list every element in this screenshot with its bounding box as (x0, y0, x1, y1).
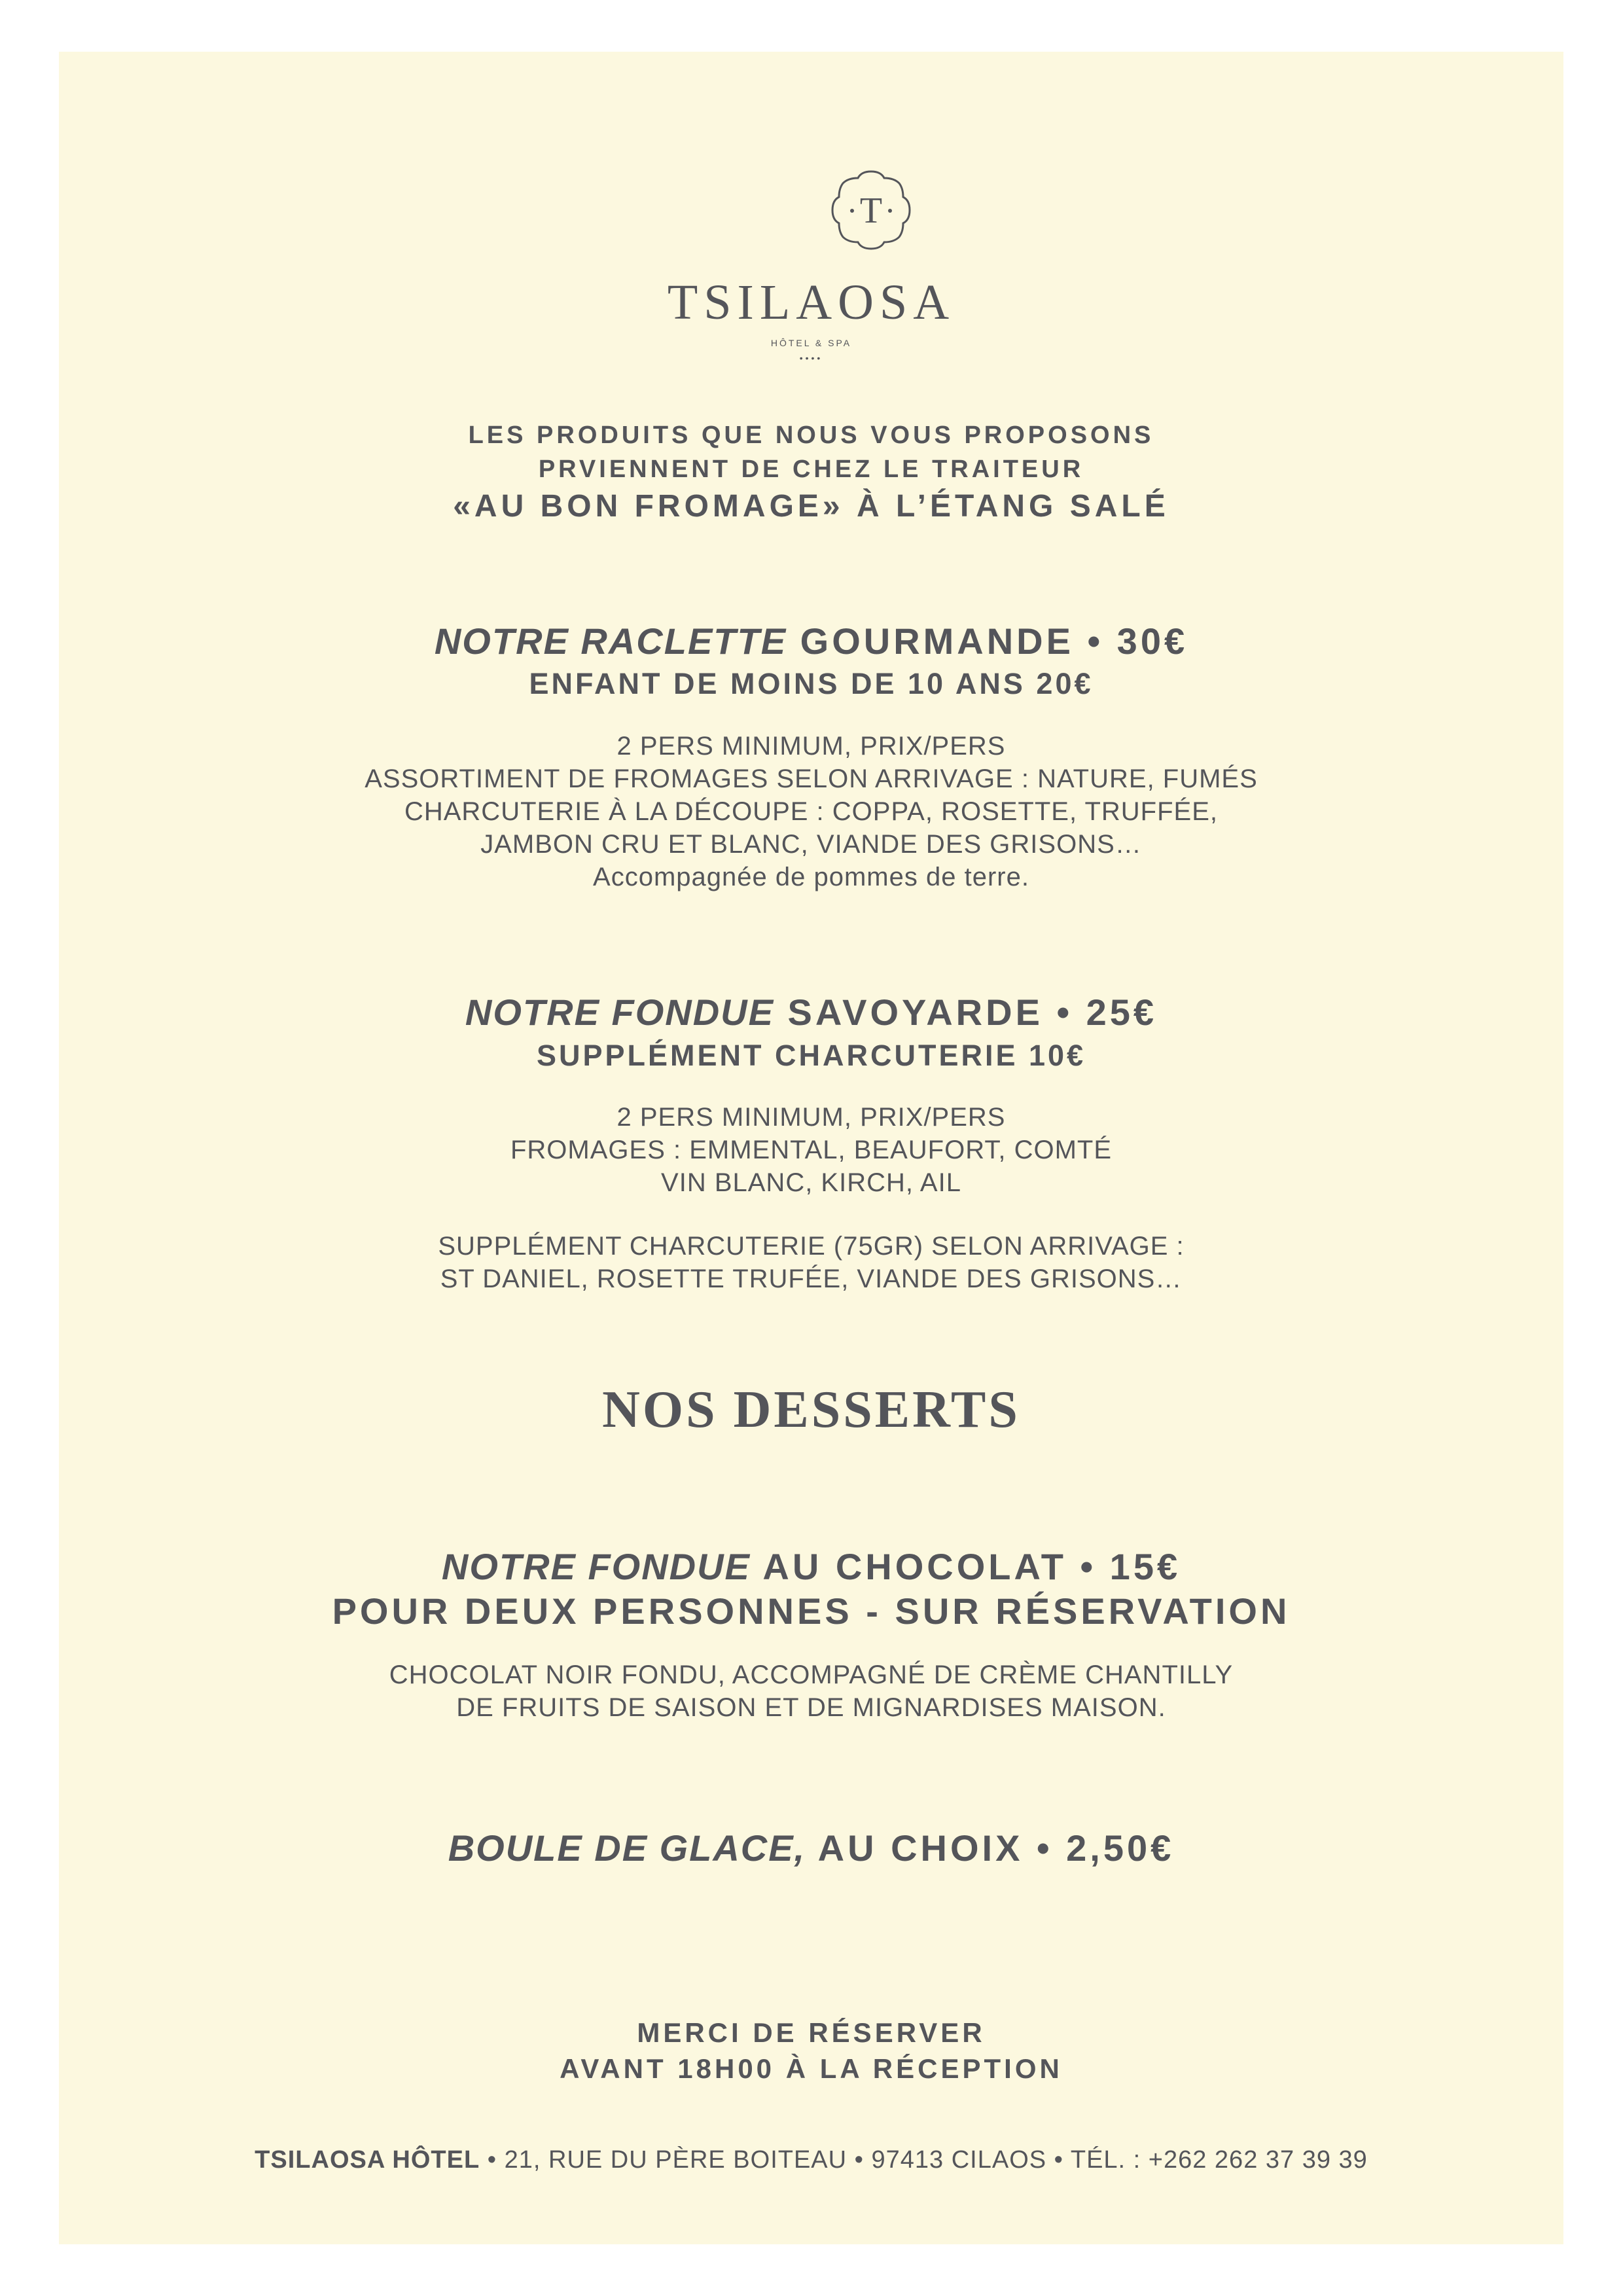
footer-contact (59, 2146, 1563, 2174)
menu-card (59, 52, 1563, 2244)
reservation-line-1: MERCI DE RÉSERVER (637, 2017, 986, 2048)
reservation-line-2: AVANT 18H00 À LA RÉCEPTION (560, 2053, 1063, 2084)
hotel-logo-emblem (829, 168, 914, 253)
raclette-desc-2: ASSORTIMENT DE FROMAGES SELON ARRIVAGE : NATURE, FUMÉS (365, 764, 1258, 793)
chocolat-desc-2: DE FRUITS DE SAISON ET DE MIGNARDISES MAISON. (456, 1693, 1166, 1722)
raclette-subtitle: ENFANT DE MOINS DE 10 ANS 20€ (529, 667, 1094, 700)
raclette-title-italic: NOTRE RACLETTE (434, 620, 787, 662)
hotel-subtitle: HÔTEL & SPA (770, 338, 852, 348)
fondue-desc-1: 2 PERS MINIMUM, PRIX/PERS (616, 1103, 1006, 1132)
fondue-title (59, 991, 1563, 1033)
fondue-desc-3: VIN BLANC, KIRCH, AIL (661, 1168, 961, 1197)
fondue-title-italic: NOTRE FONDUE (465, 992, 774, 1033)
raclette-title (59, 620, 1563, 662)
intro-line-1: LES PRODUITS QUE NOUS VOUS PROPOSONS (468, 422, 1154, 449)
chocolat-subtitle: POUR DEUX PERSONNES - SUR RÉSERVATION (332, 1590, 1291, 1632)
fondue-subtitle: SUPPLÉMENT CHARCUTERIE 10€ (536, 1039, 1086, 1072)
hotel-name: TSILAOSA (667, 275, 955, 330)
fondue-title-rest: SAVOYARDE • 25€ (774, 992, 1158, 1033)
footer-hotel-name: TSILAOSA HÔTEL (255, 2146, 480, 2174)
raclette-desc-4: JAMBON CRU ET BLANC, VIANDE DES GRISONS… (480, 830, 1142, 859)
chocolat-desc-1: CHOCOLAT NOIR FONDU, ACCOMPAGNÉ DE CRÈME CHANTILLY (389, 1660, 1234, 1689)
chocolat-title-italic: NOTRE FONDUE (441, 1546, 751, 1587)
fondue-supplement-2: ST DANIEL, ROSETTE TRUFÉE, VIANDE DES GRISONS… (440, 1265, 1183, 1293)
intro-line-2: PRVIENNENT DE CHEZ LE TRAITEUR (538, 456, 1084, 483)
glace-title-rest: AU CHOIX • 2,50€ (806, 1827, 1175, 1869)
desserts-heading: NOS DESSERTS (602, 1381, 1020, 1439)
fondue-supplement-1: SUPPLÉMENT CHARCUTERIE (75GR) SELON ARRIVAGE : (438, 1232, 1185, 1261)
chocolat-title (59, 1545, 1563, 1588)
raclette-title-rest: GOURMANDE • 30€ (787, 620, 1188, 662)
logo-letter: T (859, 190, 883, 231)
raclette-desc-3: CHARCUTERIE À LA DÉCOUPE : COPPA, ROSETTE, TRUFFÉE, (404, 797, 1219, 826)
raclette-desc-1: 2 PERS MINIMUM, PRIX/PERS (616, 732, 1006, 761)
intro-line-3: «AU BON FROMAGE» À L’ÉTANG SALÉ (453, 489, 1169, 524)
chocolat-title-rest: AU CHOCOLAT • 15€ (750, 1546, 1181, 1587)
fondue-desc-2: FROMAGES : EMMENTAL, BEAUFORT, COMTÉ (510, 1136, 1113, 1164)
footer-address: • 21, RUE DU PÈRE BOITEAU • 97413 CILAOS • TÉL. : +262 262 37 39 39 (480, 2146, 1368, 2174)
raclette-desc-5: Accompagnée de pommes de terre. (593, 863, 1029, 891)
hotel-stars: •••• (799, 353, 823, 363)
glace-title-italic: BOULE DE GLACE, (448, 1827, 806, 1869)
glace-title (59, 1827, 1563, 1869)
